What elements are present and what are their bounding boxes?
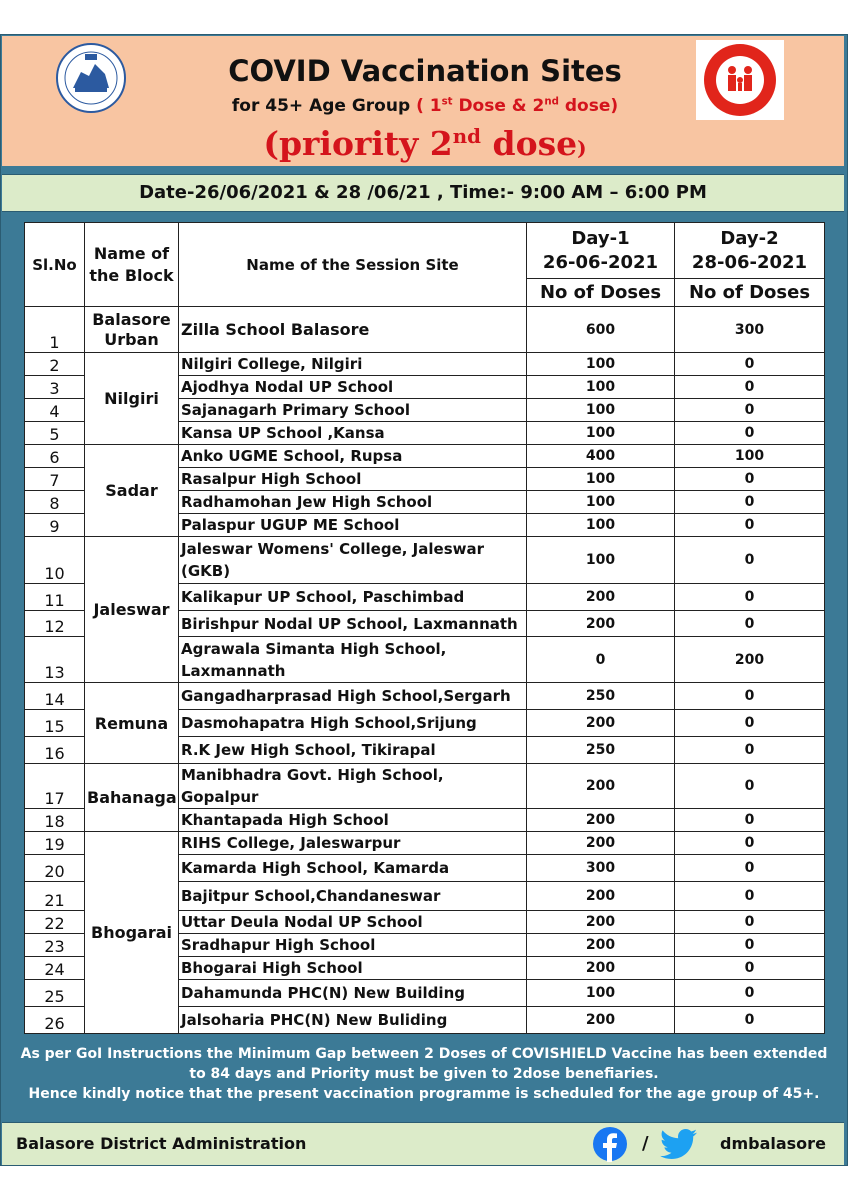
table-row: 9 Palaspur UGUP ME School 100 0	[25, 514, 825, 537]
table-row: 13 Agrawala Simanta High School, Laxmannath 0 200	[25, 637, 825, 683]
col-header-slno: Sl.No	[25, 223, 85, 307]
block-balasore-urban: Balasore Urban	[85, 307, 179, 353]
table-row: 15 Dasmohapatra High School,Srijung 200 0	[25, 710, 825, 737]
subtitle-prefix: for 45+ Age Group	[231, 96, 411, 116]
table-row: 16 R.K Jew High School, Tikirapal 250 0	[25, 737, 825, 764]
subtitle-dose-info: ( 1st Dose & 2nd dose)	[416, 96, 619, 116]
page-subtitle	[140, 96, 710, 116]
page-title: COVID Vaccination Sites	[228, 54, 622, 88]
table-row: 24 Bhogarai High School 200 0	[25, 957, 825, 980]
table-row: 19 Bhogarai RIHS College, Jaleswarpur 200 0	[25, 832, 825, 855]
col-header-day1: Day-1 26-06-2021	[527, 223, 675, 279]
block-nilgiri: Nilgiri	[85, 353, 179, 445]
table-row: 25 Dahamunda PHC(N) New Building 100 0	[25, 980, 825, 1007]
date-time-line: Date-26/06/2021 & 28 /06/21 , Time:- 9:00 AM – 6:00 PM	[2, 174, 844, 212]
table-row: 2 Nilgiri Nilgiri College, Nilgiri 100 0	[25, 353, 825, 376]
table-row: 23 Sradhapur High School 200 0	[25, 934, 825, 957]
table-row: 18 Khantapada High School 200 0	[25, 809, 825, 832]
twitter-icon[interactable]	[660, 1129, 698, 1159]
footer-org-name: Balasore District Administration	[16, 1134, 307, 1153]
table-row: 8 Radhamohan Jew High School 100 0	[25, 491, 825, 514]
col-header-site: Name of the Session Site	[179, 223, 527, 307]
table-row: 5 Kansa UP School ,Kansa 100 0	[25, 422, 825, 445]
table-row: 4 Sajanagarh Primary School 100 0	[25, 399, 825, 422]
col-header-block: Name of the Block	[85, 223, 179, 307]
col-header-day2: Day-2 28-06-2021	[675, 223, 825, 279]
table-row: 7 Rasalpur High School 100 0	[25, 468, 825, 491]
footer-separator: /	[642, 1133, 649, 1154]
table-header-row	[25, 223, 825, 279]
table-row: 22 Uttar Deula Nodal UP School 200 0	[25, 911, 825, 934]
notice-line-3: Hence kindly notice that the present vaccination programme is scheduled for the age group of 45+.	[28, 1086, 820, 1102]
notice-line-1: As per GoI Instructions the Minimum Gap between 2 Doses of COVISHIELD Vaccine has been extended	[20, 1046, 828, 1062]
table-row: 20 Kamarda High School, Kamarda 300 0	[25, 855, 825, 882]
table-row: 11 Kalikapur UP School, Paschimbad 200 0	[25, 584, 825, 611]
odisha-emblem-icon	[55, 42, 127, 114]
table-row: 10 Jaleswar Jaleswar Womens' College, Jaleswar (GKB) 100 0	[25, 537, 825, 584]
table-row: 6 Sadar Anko UGME School, Rupsa 400 100	[25, 445, 825, 468]
block-remuna: Remuna	[85, 683, 179, 764]
notice-text	[10, 1044, 838, 1104]
table-row: 3 Ajodhya Nodal UP School 100 0	[25, 376, 825, 399]
footer-handle: dmbalasore	[720, 1134, 826, 1153]
table-row: 1 Balasore Urban Zilla School Balasore 600 300	[25, 307, 825, 353]
block-bhogarai: Bhogarai	[85, 832, 179, 1034]
block-jaleswar: Jaleswar	[85, 537, 179, 683]
notice-line-2: to 84 days and Priority must be given to 2dose benefiaries.	[189, 1066, 659, 1082]
vaccination-sites-table	[24, 222, 824, 1034]
table-row: 21 Bajitpur School,Chandaneswar 200 0	[25, 882, 825, 911]
priority-note: (priority 2nd dose)	[263, 124, 587, 163]
block-bahanaga: Bahanaga	[85, 764, 179, 832]
footer-bar	[2, 1122, 844, 1165]
col-header-doses-day1: No of Doses	[527, 279, 675, 307]
table-row: 26 Jalsoharia PHC(N) New Buliding 200 0	[25, 1007, 825, 1034]
table-row: 17 Bahanaga Manibhadra Govt. High School, Gopalpur 200 0	[25, 764, 825, 809]
table-row: 12 Birishpur Nodal UP School, Laxmannath 200 0	[25, 611, 825, 637]
col-header-doses-day2: No of Doses	[675, 279, 825, 307]
table-row: 14 Remuna Gangadharprasad High School,Sergarh 250 0	[25, 683, 825, 710]
facebook-icon[interactable]	[592, 1126, 628, 1162]
block-sadar: Sadar	[85, 445, 179, 537]
